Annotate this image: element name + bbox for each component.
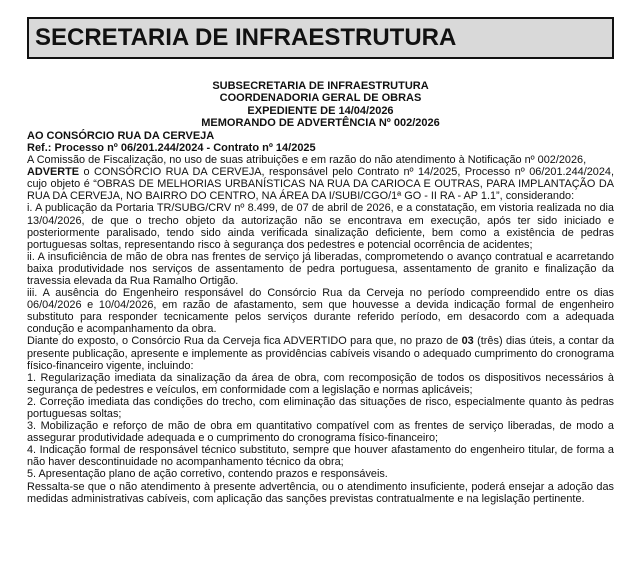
intro-text-before: A Comissão de Fiscalização, no uso de suas atribuições e em razão do não atendimento à Notificação nº 002/2026, bbox=[27, 154, 587, 167]
expedient-line: EXPEDIENTE DE 14/04/2026 bbox=[247, 104, 394, 117]
directive-deadline: 03 bbox=[461, 335, 474, 348]
coordination-line: COORDENADORIA GERAL DE OBRAS bbox=[219, 92, 422, 105]
directive-paragraph bbox=[27, 335, 614, 371]
intro-text-after: o CONSÓRCIO RUA DA CERVEJA, responsável pelo Contrato nº 14/2025, Processo nº 06/201.244/2024, cujo objeto é “OBRAS DE MELHORIAS URBANÍSTICAS NA RUA DA CARIOCA E OUTRAS, PARA IMPLANTAÇÃO DA RUA DA CERVEJA, NO BAIRRO DO CENTRO, NA ÁREA DA I/SUBI/CGO/1ª GO - II RA - AP 1.1”, considerando: bbox=[27, 166, 614, 203]
addressee: AO CONSÓRCIO RUA DA CERVEJA bbox=[27, 129, 215, 142]
intro-paragraph bbox=[27, 154, 614, 202]
directive-text-after: (três) dias úteis, a contar da presente publicação, apresente e implemente as providências cabíveis visando o adequado cumprimento do cronograma físico-financeiro vigente, incluindo: bbox=[27, 335, 615, 372]
memo-body bbox=[27, 80, 614, 505]
action-item: 4. Indicação formal de responsável técnico substituto, sempre que houver afastamento do engenheiro titular, de forma a não haver descontinuidade no acompanhamento técnico da obra; bbox=[27, 444, 614, 469]
consideration-item: iii. A ausência do Engenheiro responsável do Consórcio Rua da Cerveja no período compreendido entre os dias 06/04/2026 e 10/04/2026, em razão de afastamento, sem que houvesse a devida indicação formal de engenheiro substituto para responder tecnicamente pelos serviços durante referido período, em desacordo com a adequada condução e acompanhamento da obra. bbox=[27, 287, 614, 336]
reference-line: Ref.: Processo nº 06/201.244/2024 - Contrato nº 14/2025 bbox=[27, 141, 316, 154]
section-title: SECRETARIA DE INFRAESTRUTURA bbox=[35, 24, 457, 51]
consideration-item: ii. A insuficiência de mão de obra nas frentes de serviço já liberadas, comprometendo o avanço contratual e acarretando baixa produtividade nos serviços de assentamento de pedra portuguesa, assentamento de granito e finalização da travessia elevada da Rua Ramalho Ortigão. bbox=[27, 250, 614, 287]
action-item: 2. Correção imediata das condições do trecho, com eliminação das situações de risco, especialmente quanto às pedras portuguesas soltas; bbox=[27, 395, 614, 420]
action-item: 1. Regularização imediata da sinalização da área de obra, com recomposição de todos os dispositivos necessários à segurança de pedestres e veículos, em conformidade com a legislação e normas aplicáveis; bbox=[27, 371, 614, 396]
section-header bbox=[27, 17, 614, 59]
action-item: 3. Mobilização e reforço de mão de obra em quantitativo compatível com as frentes de serviço liberadas, de modo a assegurar produtividade adequada e o cumprimento do cronograma físico-financeiro; bbox=[27, 420, 614, 445]
action-item: 5. Apresentação plano de ação corretivo, contendo prazos e responsáveis. bbox=[27, 468, 388, 481]
consideration-item: i. A publicação da Portaria TR/SUBG/CRV nº 8.499, de 07 de abril de 2026, e a constatação, em vistoria realizada no dia 13/04/2026, de que o trecho objeto da autorização não se encontrava em execução, após ter sido iniciado e posteriormente paralisado, tendo sido ainda verificada sinalização deficiente, bem como a existência de pedras portuguesas soltas, representando risco à segurança dos pedestres e potencial ocorrência de acidentes; bbox=[27, 202, 614, 251]
memo-heading bbox=[27, 80, 614, 130]
subsecretariat-line: SUBSECRETARIA DE INFRAESTRUTURA bbox=[212, 80, 429, 92]
closing-paragraph: Ressalta-se que o não atendimento à presente advertência, ou o atendimento insuficiente, poderá ensejar a adoção das medidas administrativas cabíveis, com aplicação das sanções previstas contratualmente e na legislação pertinente. bbox=[27, 480, 614, 505]
intro-verb: ADVERTE bbox=[27, 166, 80, 179]
memo-number-line: MEMORANDO DE ADVERTÊNCIA Nº 002/2026 bbox=[201, 117, 440, 130]
directive-text-before: Diante do exposto, o Consórcio Rua da Cerveja fica ADVERTIDO para que, no prazo de bbox=[27, 335, 459, 348]
